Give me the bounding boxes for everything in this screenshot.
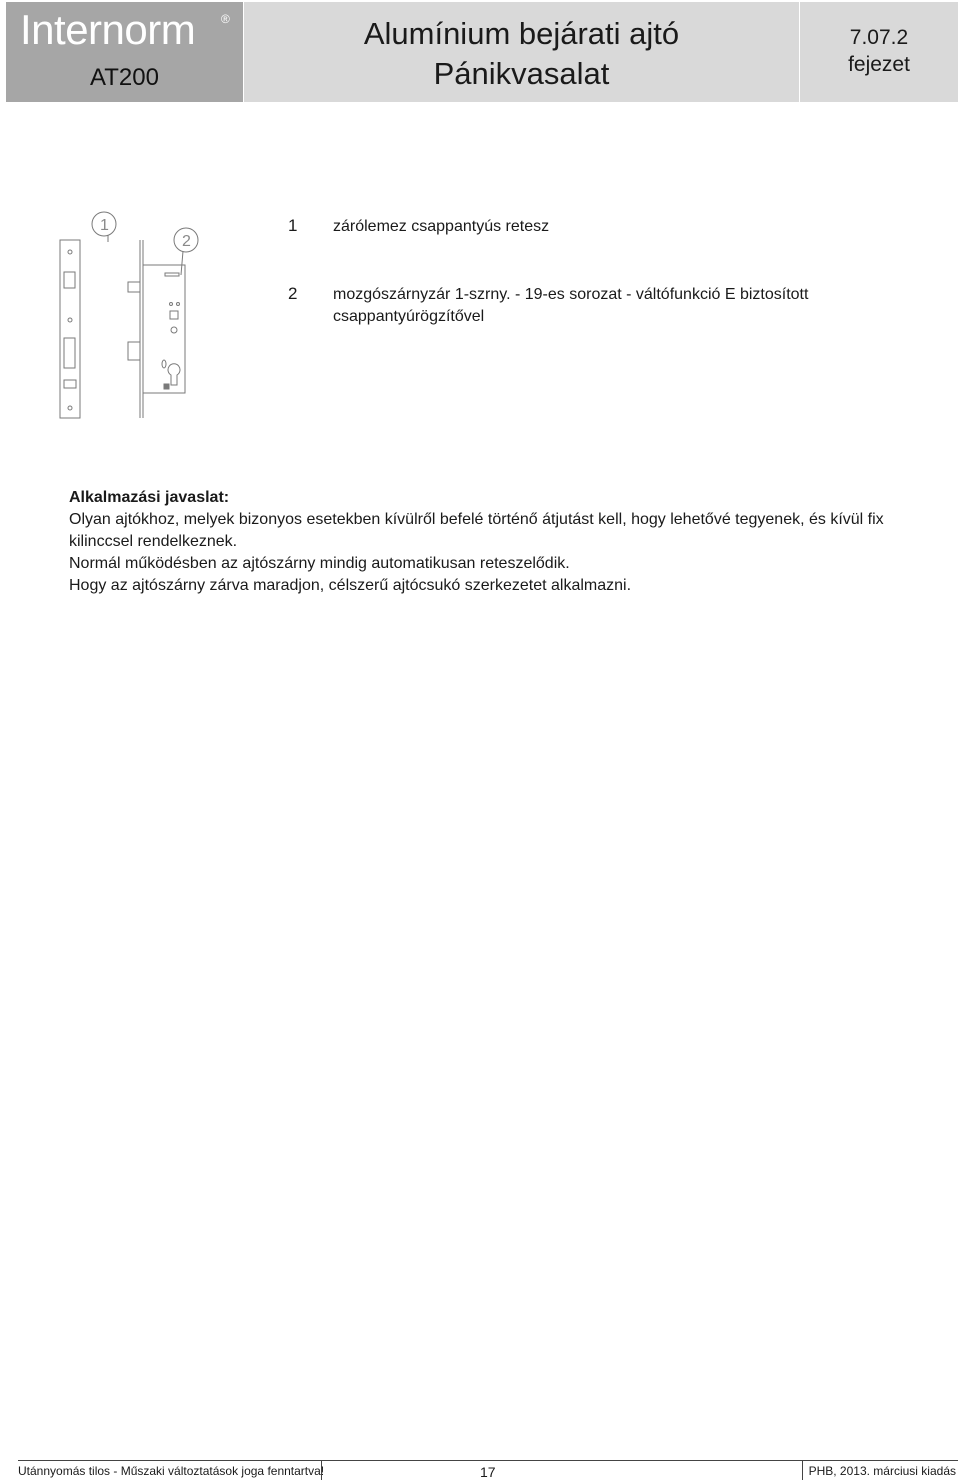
footer-divider — [802, 1460, 803, 1480]
document-title: Alumínium bejárati ajtó — [363, 16, 680, 51]
callout-1-label: 1 — [100, 217, 109, 234]
application-paragraph: Hogy az ajtószárny zárva maradjon, célszerű ajtócsukó szerkezetet alkalmazni. — [69, 577, 632, 594]
page-header — [6, 2, 958, 102]
footer-notice: Utánnyomás tilos - Műszaki változtatások joga fenntartva! — [18, 1464, 325, 1478]
mortise-lock — [128, 240, 185, 418]
application-section — [69, 487, 949, 597]
brand-block — [6, 2, 243, 102]
footer-rule — [18, 1460, 958, 1461]
application-heading: Alkalmazási javaslat: — [69, 489, 230, 506]
product-model: AT200 — [90, 64, 159, 91]
document-subtitle: Pánikvasalat — [433, 56, 610, 91]
strike-plate — [60, 240, 80, 418]
legend-number: 1 — [288, 216, 298, 235]
brand-logo: Internorm — [20, 6, 196, 53]
legend-number: 2 — [288, 284, 298, 303]
callout-2-label: 2 — [182, 233, 191, 250]
chapter-label: fejezet — [848, 53, 910, 76]
page-number: 17 — [480, 1464, 496, 1480]
legend-text: zárólemez csappantyús retesz — [333, 218, 550, 235]
lock-technical-drawing — [40, 190, 210, 425]
legend-text: mozgószárnyzár 1-szrny. - 19-es sorozat - váltófunkció E biztosított csappantyúrögzítővel — [333, 286, 809, 325]
application-paragraph: Normál működésben az ajtószárny mindig automatikusan reteszelődik. — [69, 555, 570, 572]
registered-mark: ® — [221, 12, 230, 26]
page-footer — [18, 1460, 958, 1480]
footer-edition: PHB, 2013. márciusi kiadás — [808, 1464, 956, 1478]
chapter-block — [800, 2, 958, 102]
application-paragraph: Olyan ajtókhoz, melyek bizonyos esetekben kívülről befelé történő átjutást kell, hogy lehetővé tegyenek, és kívül fix kilinccsel rendelkeznek. — [69, 511, 884, 550]
title-block — [244, 2, 799, 102]
chapter-number: 7.07.2 — [849, 26, 909, 49]
